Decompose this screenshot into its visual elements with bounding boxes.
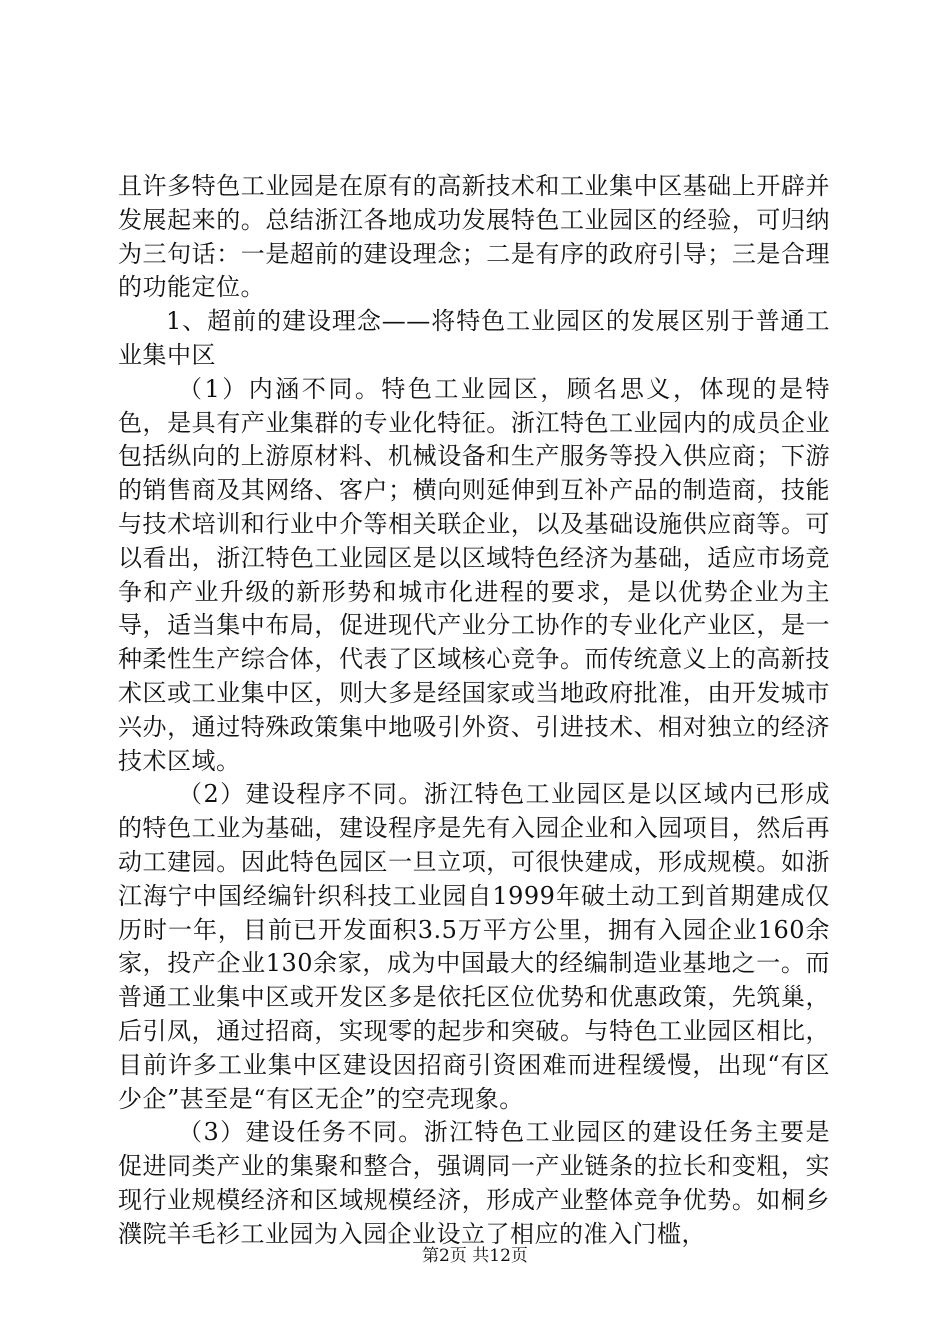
section-heading-1: 1、超前的建设理念——将特色工业园区的发展区别于普通工业集中区 [118, 307, 830, 369]
document-body [118, 170, 830, 1252]
paragraph-point-3: （3）建设任务不同。浙江特色工业园区的建设任务主要是促进同类产业的集聚和整合，强调同一产业链条的拉长和变粗，实现行业规模经济和区域规模经济，形成产业整体竞争优势。如桐乡濮院羊毛衫工业园为入园企业设立了相应的准入门槛， [118, 1118, 830, 1248]
page-number-footer: 第2页 共12页 [422, 1246, 528, 1266]
paragraph-intro: 且许多特色工业园是在原有的高新技术和工业集中区基础上开辟并发展起来的。总结浙江各地成功发展特色工业园区的经验，可归纳为三句话：一是超前的建设理念；二是有序的政府引导；三是合理的功能定位。 [118, 172, 830, 302]
paragraph-point-2: （2）建设程序不同。浙江特色工业园区是以区域内已形成的特色工业为基础，建设程序是先有入园企业和入园项目，然后再动工建园。因此特色园区一旦立项，可很快建成，形成规模。如浙江海宁中国经编针织科技工业园自1999年破土动工到首期建成仅历时一年，目前已开发面积3.5万平方公里，拥有入园企业160余家，投产企业130余家，成为中国最大的经编制造业基地之一。而普通工业集中区或开发区多是依托区位优势和优惠政策，先筑巢，后引凤，通过招商，实现零的起步和突破。与特色工业园区相比，目前许多工业集中区建设因招商引资困难而进程缓慢，出现“有区少企”甚至是“有区无企”的空壳现象。 [118, 780, 830, 1113]
paragraph-point-1: （1）内涵不同。特色工业园区，顾名思义，体现的是特色，是具有产业集群的专业化特征。浙江特色工业园内的成员企业包括纵向的上游原材料、机械设备和生产服务等投入供应商；下游的销售商及其网络、客户；横向则延伸到互补产品的制造商，技能与技术培训和行业中介等相关联企业，以及基础设施供应商等。可以看出，浙江特色工业园区是以区域特色经济为基础，适应市场竞争和产业升级的新形势和城市化进程的要求，是以优势企业为主导，适当集中布局，促进现代产业分工协作的专业化产业区，是一种柔性生产综合体，代表了区域核心竞争。而传统意义上的高新技术区或工业集中区，则大多是经国家或当地政府批准，由开发城市兴办，通过特殊政策集中地吸引外资、引进技术、相对独立的经济技术区域。 [118, 374, 830, 775]
